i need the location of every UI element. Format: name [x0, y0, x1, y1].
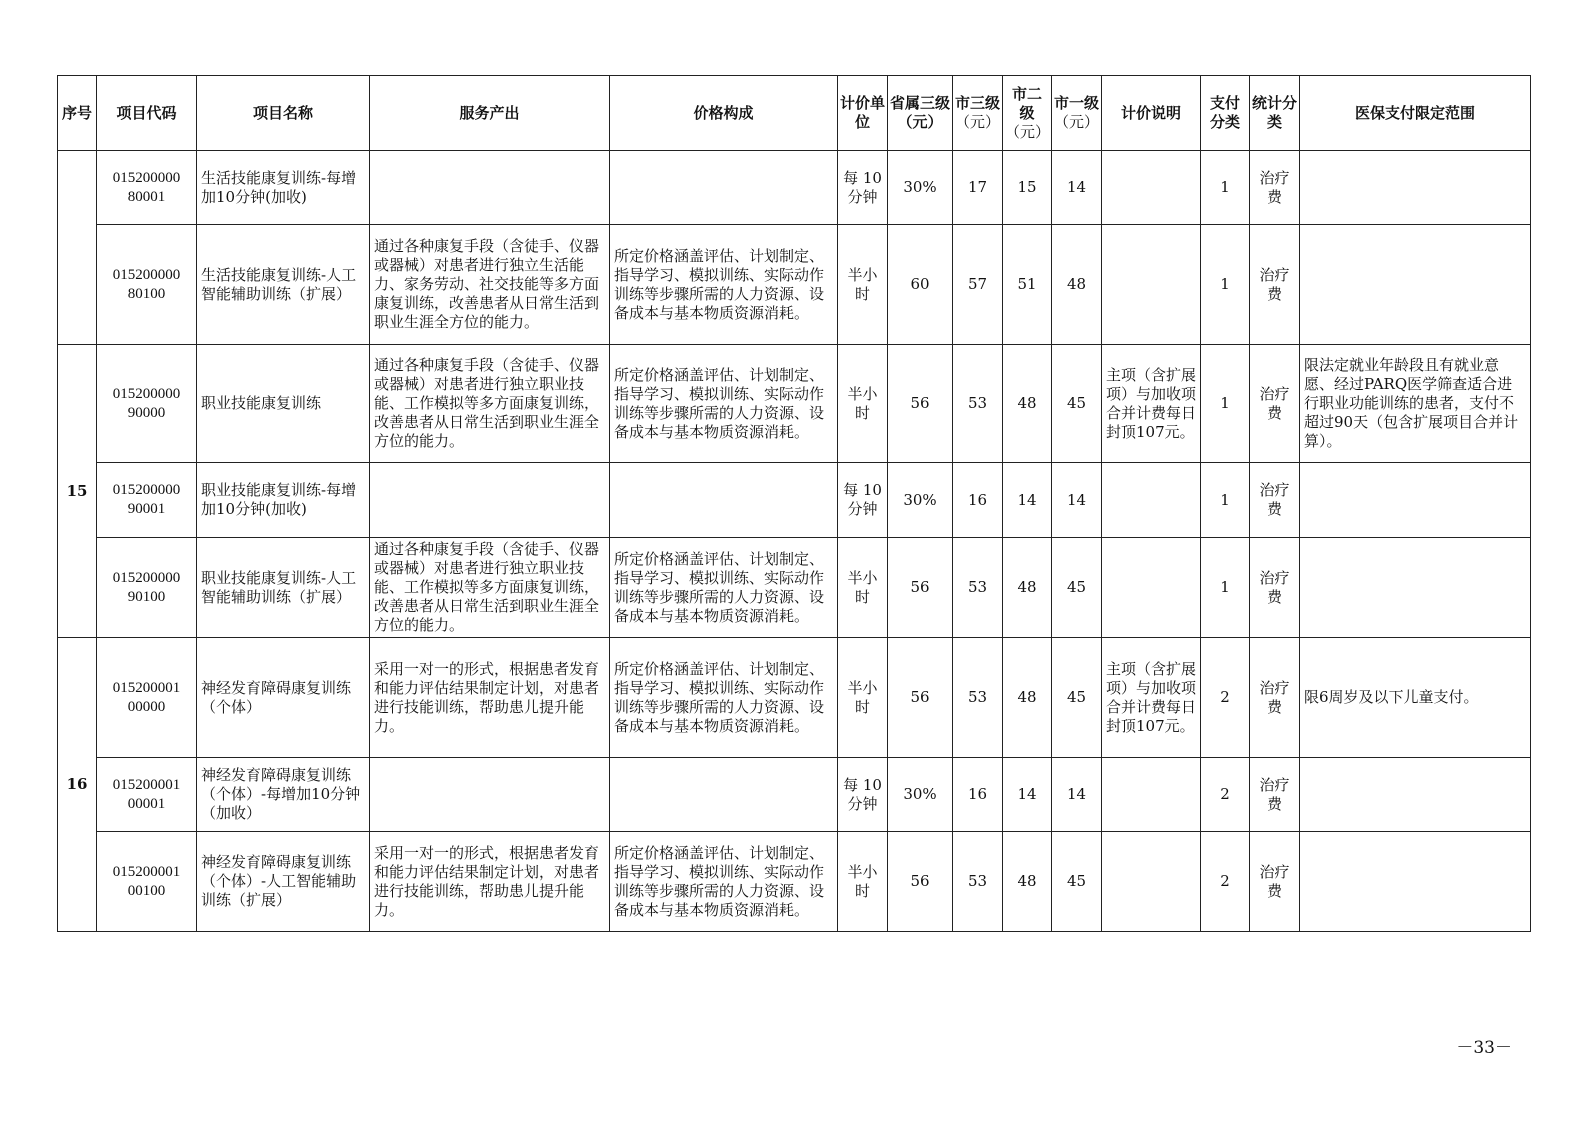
- row-city1: 45: [1052, 538, 1102, 638]
- table-row: [58, 345, 1531, 463]
- row-city2: 48: [1003, 832, 1052, 932]
- table-row: [58, 538, 1531, 638]
- row-provincial: 56: [888, 538, 953, 638]
- header-service: 服务产出: [370, 76, 610, 151]
- header-scope: 医保支付限定范围: [1300, 76, 1531, 151]
- row-note: [1102, 225, 1201, 345]
- row-name: 神经发育障碍康复训练（个体）-每增加10分钟（加收）: [197, 758, 370, 832]
- row-name: 生活技能康复训练-人工智能辅助训练（扩展）: [197, 225, 370, 345]
- row-city2: 48: [1003, 638, 1052, 758]
- row-note: [1102, 758, 1201, 832]
- row-note: [1102, 151, 1201, 225]
- row-pay: 2: [1201, 832, 1250, 932]
- row-unit: 半小时: [838, 345, 888, 463]
- row-code: 015200001 00100: [97, 832, 197, 932]
- header-city1-line1: 市一级: [1054, 94, 1100, 112]
- row-note: 主项（含扩展项）与加收项合并计费每日封顶107元。: [1102, 638, 1201, 758]
- row-city3: 16: [953, 758, 1003, 832]
- row-service: [370, 463, 610, 538]
- row-scope: [1300, 225, 1531, 345]
- row-scope: [1300, 832, 1531, 932]
- row-city2: 48: [1003, 345, 1052, 463]
- row-provincial: 30%: [888, 463, 953, 538]
- row-name: 生活技能康复训练-每增加10分钟(加收): [197, 151, 370, 225]
- row-city1: 14: [1052, 463, 1102, 538]
- row-seq: [58, 151, 97, 345]
- row-note: [1102, 832, 1201, 932]
- table-row: [58, 832, 1531, 932]
- row-scope: [1300, 151, 1531, 225]
- row-unit: 半小时: [838, 832, 888, 932]
- page-number: －33－: [1456, 1038, 1512, 1058]
- header-city3-line2: （元）: [955, 113, 1001, 131]
- row-price: 所定价格涵盖评估、计划制定、指导学习、模拟训练、实际动作训练等步骤所需的人力资源、设备成本与基本物质资源消耗。: [610, 638, 838, 758]
- row-city3: 53: [953, 345, 1003, 463]
- row-note: 主项（含扩展项）与加收项合并计费每日封顶107元。: [1102, 345, 1201, 463]
- row-unit: 每 10 分钟: [838, 758, 888, 832]
- row-service: [370, 758, 610, 832]
- row-city1: 48: [1052, 225, 1102, 345]
- row-city3: 16: [953, 463, 1003, 538]
- row-price: 所定价格涵盖评估、计划制定、指导学习、模拟训练、实际动作训练等步骤所需的人力资源、设备成本与基本物质资源消耗。: [610, 345, 838, 463]
- row-provincial: 60: [888, 225, 953, 345]
- header-city3: [953, 76, 1003, 151]
- row-stat: 治疗费: [1250, 758, 1300, 832]
- row-price: [610, 758, 838, 832]
- row-unit: 每 10 分钟: [838, 151, 888, 225]
- table-row: [58, 638, 1531, 758]
- header-pay: 支付分类: [1201, 76, 1250, 151]
- header-code: 项目代码: [97, 76, 197, 151]
- row-provincial: 56: [888, 638, 953, 758]
- row-unit: 半小时: [838, 538, 888, 638]
- header-unit: 计价单位: [838, 76, 888, 151]
- header-provincial: 省属三级（元）: [888, 76, 953, 151]
- row-provincial: 56: [888, 345, 953, 463]
- row-city3: 57: [953, 225, 1003, 345]
- row-scope: [1300, 463, 1531, 538]
- row-code: 015200000 90001: [97, 463, 197, 538]
- row-name: 神经发育障碍康复训练（个体）-人工智能辅助训练（扩展）: [197, 832, 370, 932]
- row-note: [1102, 538, 1201, 638]
- row-name: 职业技能康复训练-人工智能辅助训练（扩展）: [197, 538, 370, 638]
- row-city1: 45: [1052, 345, 1102, 463]
- row-stat: 治疗费: [1250, 463, 1300, 538]
- row-price: [610, 463, 838, 538]
- row-name: 职业技能康复训练-每增加10分钟(加收): [197, 463, 370, 538]
- row-service: [370, 151, 610, 225]
- row-pay: 1: [1201, 345, 1250, 463]
- row-city2: 51: [1003, 225, 1052, 345]
- row-code: 015200000 90100: [97, 538, 197, 638]
- row-stat: 治疗费: [1250, 225, 1300, 345]
- row-stat: 治疗费: [1250, 832, 1300, 932]
- row-stat: 治疗费: [1250, 538, 1300, 638]
- header-row: [58, 76, 1531, 151]
- header-seq: 序号: [58, 76, 97, 151]
- header-city1-line2: （元）: [1054, 113, 1100, 131]
- row-city1: 45: [1052, 638, 1102, 758]
- header-city2-line1: 市二级: [1011, 84, 1042, 122]
- row-city1: 14: [1052, 758, 1102, 832]
- row-provincial: 30%: [888, 151, 953, 225]
- row-city2: 48: [1003, 538, 1052, 638]
- row-pay: 2: [1201, 638, 1250, 758]
- row-pay: 1: [1201, 151, 1250, 225]
- header-stat: 统计分类: [1250, 76, 1300, 151]
- row-pay: 1: [1201, 225, 1250, 345]
- row-code: 015200001 00001: [97, 758, 197, 832]
- row-city2: 14: [1003, 463, 1052, 538]
- row-city1: 14: [1052, 151, 1102, 225]
- row-stat: 治疗费: [1250, 151, 1300, 225]
- row-unit: 半小时: [838, 225, 888, 345]
- table-body: [58, 151, 1531, 932]
- row-seq: 15: [58, 345, 97, 638]
- row-unit: 半小时: [838, 638, 888, 758]
- row-price: 所定价格涵盖评估、计划制定、指导学习、模拟训练、实际动作训练等步骤所需的人力资源、设备成本与基本物质资源消耗。: [610, 832, 838, 932]
- row-pay: 1: [1201, 463, 1250, 538]
- row-scope: [1300, 538, 1531, 638]
- row-stat: 治疗费: [1250, 638, 1300, 758]
- row-city3: 17: [953, 151, 1003, 225]
- row-city3: 53: [953, 638, 1003, 758]
- row-city3: 53: [953, 832, 1003, 932]
- row-scope: [1300, 758, 1531, 832]
- header-name: 项目名称: [197, 76, 370, 151]
- row-unit: 每 10 分钟: [838, 463, 888, 538]
- row-service: 采用一对一的形式，根据患者发育和能力评估结果制定计划，对患者进行技能训练，帮助患儿提升能力。: [370, 638, 610, 758]
- row-name: 职业技能康复训练: [197, 345, 370, 463]
- row-price: [610, 151, 838, 225]
- header-city2-line2: （元）: [1005, 122, 1051, 141]
- row-seq: 16: [58, 638, 97, 932]
- row-pay: 2: [1201, 758, 1250, 832]
- row-provincial: 30%: [888, 758, 953, 832]
- row-service: 通过各种康复手段（含徒手、仪器或器械）对患者进行独立职业技能、工作模拟等多方面康复训练，改善患者从日常生活到职业生涯全方位的能力。: [370, 345, 610, 463]
- row-city2: 15: [1003, 151, 1052, 225]
- row-code: 015200000 80001: [97, 151, 197, 225]
- row-service: 通过各种康复手段（含徒手、仪器或器械）对患者进行独立生活能力、家务劳动、社交技能等多方面康复训练，改善患者从日常生活到职业生涯全方位的能力。: [370, 225, 610, 345]
- row-note: [1102, 463, 1201, 538]
- table-row: [58, 758, 1531, 832]
- row-code: 015200001 00000: [97, 638, 197, 758]
- row-code: 015200000 90000: [97, 345, 197, 463]
- table-header: [58, 76, 1531, 151]
- row-city3: 53: [953, 538, 1003, 638]
- fee-table: [57, 75, 1531, 932]
- table-row: [58, 151, 1531, 225]
- row-city1: 45: [1052, 832, 1102, 932]
- row-service: 采用一对一的形式，根据患者发育和能力评估结果制定计划，对患者进行技能训练，帮助患儿提升能力。: [370, 832, 610, 932]
- row-scope: 限法定就业年龄段且有就业意愿、经过PARQ医学筛查适合进行职业功能训练的患者，支付不超过90天（包含扩展项目合并计算）。: [1300, 345, 1531, 463]
- row-price: 所定价格涵盖评估、计划制定、指导学习、模拟训练、实际动作训练等步骤所需的人力资源、设备成本与基本物质资源消耗。: [610, 538, 838, 638]
- table-row: [58, 225, 1531, 345]
- header-price: 价格构成: [610, 76, 838, 151]
- header-city3-line1: 市三级: [955, 94, 1001, 112]
- row-provincial: 56: [888, 832, 953, 932]
- header-city2: [1003, 76, 1052, 151]
- header-city1: [1052, 76, 1102, 151]
- header-note: 计价说明: [1102, 76, 1201, 151]
- row-name: 神经发育障碍康复训练（个体）: [197, 638, 370, 758]
- row-stat: 治疗费: [1250, 345, 1300, 463]
- row-code: 015200000 80100: [97, 225, 197, 345]
- row-city2: 14: [1003, 758, 1052, 832]
- row-pay: 1: [1201, 538, 1250, 638]
- row-service: 通过各种康复手段（含徒手、仪器或器械）对患者进行独立职业技能、工作模拟等多方面康复训练，改善患者从日常生活到职业生涯全方位的能力。: [370, 538, 610, 638]
- row-scope: 限6周岁及以下儿童支付。: [1300, 638, 1531, 758]
- table-row: [58, 463, 1531, 538]
- row-price: 所定价格涵盖评估、计划制定、指导学习、模拟训练、实际动作训练等步骤所需的人力资源、设备成本与基本物质资源消耗。: [610, 225, 838, 345]
